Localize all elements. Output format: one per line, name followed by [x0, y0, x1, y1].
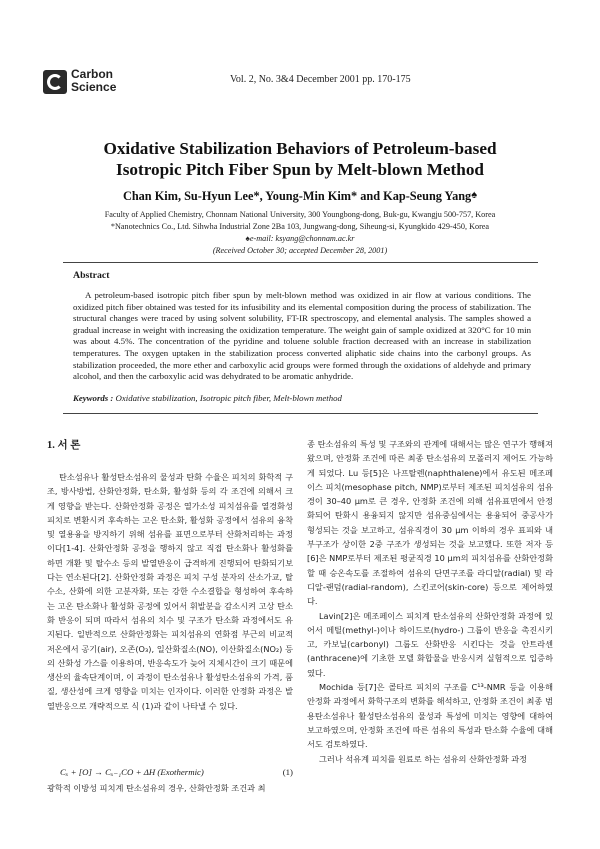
journal-logo-text: [71, 68, 116, 94]
keywords-text: Oxidative stabilization, Isotropic pitch fiber, Melt-blown method: [113, 393, 342, 403]
abstract-bottom-rule: [63, 413, 538, 414]
journal-reference: Vol. 2, No. 3&4 December 2001 pp. 170-175: [230, 74, 411, 85]
corresponding-email: ♠e-mail: ksyang@chonnam.ac.kr: [245, 234, 355, 243]
logo-line-1: Carbon: [71, 67, 113, 81]
affiliation-1: Faculty of Applied Chemistry, Chonnam National University, 300 Youngbong-dong, Buk-gu, Kwangju 500-757, Korea: [104, 210, 496, 219]
paragraph: 광학적 이방성 피치계 탄소섬유의 경우, 산화안정화 조건과 최: [47, 783, 266, 793]
logo-line-2: Science: [71, 80, 117, 94]
abstract-heading: Abstract: [73, 270, 110, 281]
right-column: [307, 437, 553, 766]
section-heading-introduction: 1. 서 론: [47, 440, 81, 451]
left-column-continued: [47, 781, 293, 795]
paragraph: Mochida 등[7]은 콜타르 피치의 구조를 C¹³-NMR 등을 이용해 안정화 과정에서 화학구조의 변화를 해석하고, 안정화 조건이 최종 범용탄소섬유나 활성탄소섬유의 물성과 특성에 미치는 영향에 대하여 보고하였으며, 안정화 조건에 따른 섬유의 특성과 탄소화 수율에 대해서도 검토하였다.: [307, 682, 553, 750]
corresponding-author-mark: ♠: [471, 189, 478, 201]
keywords-label: Keywords :: [73, 393, 114, 403]
journal-logo-icon: [43, 70, 67, 94]
equation-expression: Cₓ + [O] → Cₓ₋₁CO + ΔH (Exothermic): [60, 767, 204, 777]
received-dates: (Received October 30; accepted December 28, 2001): [212, 246, 388, 255]
equation-number: (1): [282, 767, 293, 777]
paragraph: 그러나 석유계 피치를 원료로 하는 섬유의 산화안정화 과정: [319, 753, 528, 764]
paper-title: [60, 138, 540, 180]
left-column: [47, 470, 293, 713]
author-list: [60, 189, 540, 204]
title-line-2: Isotropic Pitch Fiber Spun by Melt-blown Method: [116, 160, 484, 179]
abstract-top-rule: [63, 262, 538, 263]
paragraph: 종 탄소섬유의 특성 및 구조와의 관계에 대해서는 많은 연구가 행해져왔으며, 안정화 조건에 따른 최종 탄소섬유의 모폴러지 제어도 가능하게 되었다. Lu 등[5]은 나프탈렌(naphthalene)에서 유도된 메조페이스 피치(mesophase pitch, NMP)로부터 제조된 피치섬유의 섬유경이 30–40 μm로 큰 경우, 안정화 조건에 의해 섬유표면에서 안정화되어 탄화시 용융되지 않지만 섬유중심에서는 용융되어 중공사가 형성되는 것을 보고하고, 섬유직경이 30 μm 이하의 경우 표피와 내부구조가 상이한 2중 구조가 생성되는 것을 보고했다. 또한 저자 등[6]은 NMP로부터 제조된 평균직경 10 μm의 피치섬유를 산화안정화 할 때 승온속도를 조절하여 섬유의 단면구조를 라디알(radial) 및 라디알-랜덤(radial-random), 스킨코어(skin-core) 등으로 제어하였다.: [307, 439, 553, 607]
paragraph: Lavin[2]은 메조페이스 피치계 탄소섬유의 산화안정화 과정에 있어서 메틸(methyl-)이나 하이드로(hydro-) 그룹이 반응을 촉진시키고, 카보닐(carbonyl) 그룹도 산화반응 시킨다는 것을 안트라센(anthracene)에 기초한 모델 화합물을 반응시켜 실험적으로 입증하였다.: [307, 610, 553, 678]
paragraph: 탄소섬유나 활성탄소섬유의 물성과 탄화 수율은 피치의 화학적 구조, 방사방법, 산화안정화, 탄소화, 활성화 등의 각 조건에 의해서 크게 영향을 받는다. 산화안정화 공정은 열가소성 피치섬유를 열경화성 피치로 변환시켜 후속하는 고온 탄소화, 활성화 공정에서 섬유의 융착 및 열용융을 방지하기 위해 섬유를 표면으로부터 산화처리하는 과정이다[1-4]. 산화안정화 공정을 행하지 않고 직접 탄소화나 활성화를 하면 개환 및 탈수소 등의 발열반응이 급격하게 진행되어 탄화되기보다는 연소된다[2]. 산화안정화 과정은 피치 구성 분자의 산소가교, 탈수소, 산화에 의한 고분자화, 또는 강한 수소결합을 형성하여 후속하는 고온 탄소화나 활성화 공정에 있어서 휘발분을 감소시켜 고상 탄소화 반응이 되며 따라서 섬유의 치수 및 구조가 탄소화 과정에서도 유지된다. 일반적으로 산화안정화는 피치섬유의 연화점 부근의 비교적 저온에서 공기(air), 오존(O₃), 일산화질소(NO), 이산화질소(NO₂) 등의 산화성 가스를 이용하며, 반응속도가 늦어 지체시간이 크기 때문에 생산의 율속단계이며, 이 과정이 탄소섬유나 활성탄소섬유의 가격, 품질, 생산성에 크게 영향을 미치는 인자이다. 이러한 안정화 과정은 발열반응으로 개략적으로 식 (1)과 같이 나타낼 수 있다.: [47, 472, 293, 711]
affiliation-2: *Nanotechnics Co., Ltd. Sihwha Industrial Zone 2Ba 103, Jungwang-dong, Siheung-si, Kyungkido 429-450, Korea: [110, 222, 490, 231]
keywords-line: [73, 393, 531, 403]
author-names: Chan Kim, Su-Hyun Lee*, Young-Min Kim* and Kap-Seung Yang: [122, 189, 472, 203]
abstract-body: A petroleum-based isotropic pitch fiber spun by melt-blown method was oxidized in air flow at various conditions. The oxidized pitch fiber obtained was tested for its infusibility and its elemental composition during the process of stabilization. The structural changes were traced by using solvent solubility, FT-IR spectroscopy, and elemental analysis. The samples showed a gradual increase in weight with increasing the oxidization temperature. The weight gain of sample oxidized at 320°C for 10 min was about 4.5%. The concentration of the pyridine and toluene soluble fraction decreased with an increase in stabilization temperatures. The oxygen uptaken in the stabilization process converted aliphatic side chains into the carbonyl groups. As stabilization proceeded, the more ether and carboxylic acid groups were formed through the oxidations of aldehyde and primary alcohol, and then the carboxylic acid was dehydrated to be aromatic anhydride.: [73, 290, 531, 382]
title-line-1: Oxidative Stabilization Behaviors of Petroleum-based: [103, 139, 497, 158]
equation-1: [60, 767, 293, 778]
